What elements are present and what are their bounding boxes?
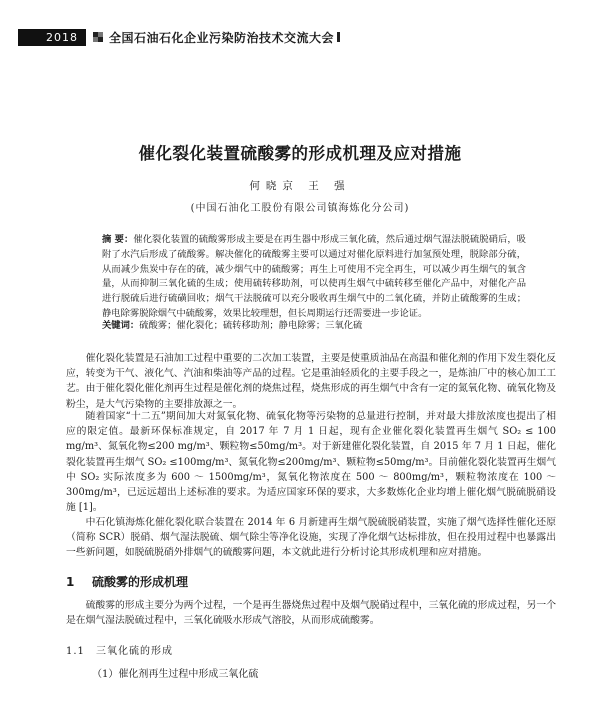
abstract-text: 催化裂化装置的硫酸雾形成主要是在再生器中形成三氧化硫，然后通过烟气湿法脱硫脱硝后，吸附了水汽后形成了硫酸雾。解决催化的硫酸雾主要可以通过对催化原料进行加氢预处理，脱除部分硫，从而减少焦炭中存在的硫，减少烟气中的硫酸雾；再生上可使用不完全再生，可以减少再生烟气的氧含量，从而抑制三氧化硫的生成；使用硫转移助剂，可以使再生烟气中硫转移至催化产品中，对催化产品进行脱硫后进行硫磺回收；烟气干法脱硫可以充分吸收再生烟气中的二氧化硫，并防止硫酸雾的生成；静电除雾脱除烟气中硫酸雾，效果比较理想，但长周期运行还需要进一步论证。 xyxy=(102,234,526,319)
abstract xyxy=(102,233,526,322)
paper-title: 催化裂化装置硫酸雾的形成机理及应对措施 xyxy=(138,144,462,163)
sub-item-heading: （1）催化剂再生过程中形成三氧化硫 xyxy=(92,669,259,680)
keywords-text: 硫酸雾；催化裂化；硫转移助剂；静电除雾；三氧化硫 xyxy=(139,320,363,331)
keywords-label: 关键词： xyxy=(102,320,140,331)
body-paragraph-3: 中石化镇海炼化催化裂化联合装置在 2014 年 6 月新建再生烟气脱硫脱硝装置，实施了烟气选择性催化还原（简称 SCR）脱硝、烟气湿法脱硫、烟气除尘等净化设施，实现了净化烟气达标排放，但在投用过程中也暴露出一些新问题，如脱硫脱硝外排烟气的硫酸雾问题，本文就此进行分析讨论其形成机理和应对措施。 xyxy=(66,517,556,559)
subsection-title: 三氧化硫的形成 xyxy=(96,646,173,657)
conference-title: 全国石油石化企业污染防治技术交流大会 xyxy=(109,30,335,45)
abstract-label: 摘 要： xyxy=(102,234,134,245)
header-year: 2018 xyxy=(18,29,86,46)
running-header xyxy=(18,28,340,46)
body-paragraph-2: 随着国家“十二五”期间加大对氮氧化物、硫氧化物等污染物的总量进行控制，并对最大排放浓度也提出了相应的限定值。最新环保标准规定，自 2017 年 7 月 1 日起，现有企业催化裂化装置再生烟气 SO₂ ≤ 100 mg/m³、氮氧化物≤200 mg/m³、颗粒物≤50mg/m³。对于新建催化裂化装置，自 2015 年 7 月 1 日起，催化裂化装置再生烟气 SO₂ ≤100mg/m³、氮氧化物≤200mg/m³、颗粒物≤50mg/m³。目前催化裂化装置再生烟气中 SO₂ 实际浓度多为 600 ～ 1500mg/m³，氮氧化物浓度在 500 ～ 800mg/m³，颗粒物浓度在 100 ～300mg/m³，已远远超出上述标准的要求。为适应国家环保的要求，大多数炼化企业均增上催化烟气脱硫脱硝设施 [1]。 xyxy=(66,411,556,514)
conference-logo-icon xyxy=(93,32,103,42)
paper-authors: 何晓京 王 强 xyxy=(249,180,351,192)
section-title: 硫酸雾的形成机理 xyxy=(92,575,189,589)
section-heading-1 xyxy=(66,573,188,590)
paper-affiliation: (中国石油化工股份有限公司镇海炼化分公司) xyxy=(190,203,410,214)
body-paragraph-1: 催化裂化装置是石油加工过程中重要的二次加工装置，主要是使重质油品在高温和催化剂的作用下发生裂化反应，转变为干气、液化气、汽油和柴油等产品的过程。它是重油轻质化的主要手段之一，是炼油厂中的核心加工工艺。由于催化裂化催化剂再生过程是催化剂的烧焦过程，烧焦形成的再生烟气中含有一定的氮氧化物、硫氧化物及粉尘，是大气污染物的主要排放源之一。 xyxy=(66,353,556,410)
keywords xyxy=(102,319,526,333)
subsection-heading-1-1 xyxy=(66,642,173,657)
subsection-number: 1.1 xyxy=(66,646,85,657)
section-number: 1 xyxy=(66,575,75,589)
body-paragraph-4: 硫酸雾的形成主要分为两个过程，一个是再生器烧焦过程中及烟气脱硝过程中，三氧化硫的形成过程，另一个是在烟气湿法脱硫过程中，三氧化硫吸水形成气溶胶，从而形成硫酸雾。 xyxy=(66,600,556,627)
header-bar-icon xyxy=(337,32,340,42)
